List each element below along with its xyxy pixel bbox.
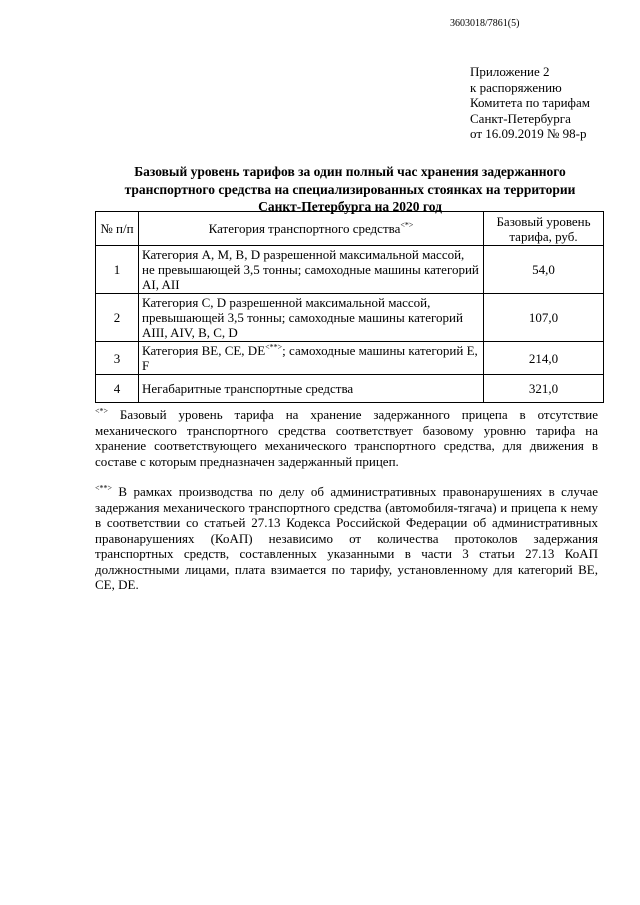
row-num: 1 bbox=[96, 246, 139, 294]
row-num: 3 bbox=[96, 342, 139, 375]
appendix-line: Санкт-Петербурга bbox=[470, 110, 571, 126]
footnote-text: В рамках производства по делу об административных правонарушениях в случае задержания механического транспортного средства (автомобиля-тягача) и прицепа к нему в соответствии со статьей 27.13 Кодекса Российской Федерации об административных правонарушениях (КоАП) независимо от количества протоколов задержания транспортных средств, составленных указанными в части 3 статьи 27.13 КоАП должностными лицами, плата взимается по тарифу, установленному для категорий BE, CE, DE. bbox=[95, 484, 598, 592]
tariff-table bbox=[95, 211, 604, 403]
header-num: № п/п bbox=[96, 212, 139, 246]
appendix-line: к распоряжению bbox=[470, 79, 562, 95]
document-number: 3603018/7861(5) bbox=[450, 18, 520, 29]
footnote-2 bbox=[95, 484, 598, 593]
row-category bbox=[139, 375, 484, 403]
row-tariff: 321,0 bbox=[484, 375, 604, 403]
footnote-mark: <**> bbox=[95, 483, 113, 493]
appendix-line: Комитета по тарифам bbox=[470, 95, 590, 110]
appendix-block bbox=[470, 64, 590, 142]
category-text: Категория C, D разрешенной максимальной массой, превышающей 3,5 тонны; самоходные машины категорий AIII, AIV, B, C, D bbox=[142, 295, 463, 340]
title-line: Базовый уровень тарифов за один полный час хранения задержанного bbox=[134, 164, 566, 179]
table-row bbox=[96, 246, 604, 294]
table-header-row bbox=[96, 212, 604, 246]
footnote-mark: <**> bbox=[265, 342, 283, 352]
appendix-line: Приложение 2 bbox=[470, 64, 550, 79]
row-tariff: 214,0 bbox=[484, 342, 604, 375]
row-tariff: 107,0 bbox=[484, 294, 604, 342]
row-num: 2 bbox=[96, 294, 139, 342]
category-text: Негабаритные транспортные средства bbox=[142, 381, 354, 396]
title-line: Санкт-Петербурга на 2020 год bbox=[258, 199, 442, 214]
document-title bbox=[100, 163, 600, 216]
table-row bbox=[96, 294, 604, 342]
appendix-line: от 16.09.2019 № 98-р bbox=[470, 126, 587, 141]
row-category bbox=[139, 342, 484, 375]
category-text: Категория A, M, B, D разрешенной максимальной массой, не превышающей 3,5 тонны; самоходные машины категорий AI, AII bbox=[142, 247, 479, 292]
row-num: 4 bbox=[96, 375, 139, 403]
category-tail: ; самоходные машины категорий E, F bbox=[142, 343, 478, 373]
footnote-mark: <*> bbox=[95, 406, 109, 416]
header-tariff: Базовый уровень тарифа, руб. bbox=[484, 212, 604, 246]
header-category-label: Категория транспортного средства bbox=[208, 221, 401, 236]
title-line: транспортного средства на специализированных стоянках на территории bbox=[124, 181, 576, 197]
row-category bbox=[139, 246, 484, 294]
table-row bbox=[96, 342, 604, 375]
table-row bbox=[96, 375, 604, 403]
footnote-mark: <*> bbox=[400, 220, 414, 230]
row-tariff: 54,0 bbox=[484, 246, 604, 294]
header-category bbox=[139, 212, 484, 246]
category-text: Категория BE, CE, DE bbox=[142, 343, 266, 358]
footnote-1 bbox=[95, 407, 598, 469]
footnote-text: Базовый уровень тарифа на хранение задержанного прицепа в отсутствие механического транспортного средства соответствует базовому уровню тарифа на хранение соответствующего механического транспортного средства, для движения в составе с которым предназначен задержанный прицеп. bbox=[95, 407, 598, 469]
row-category bbox=[139, 294, 484, 342]
